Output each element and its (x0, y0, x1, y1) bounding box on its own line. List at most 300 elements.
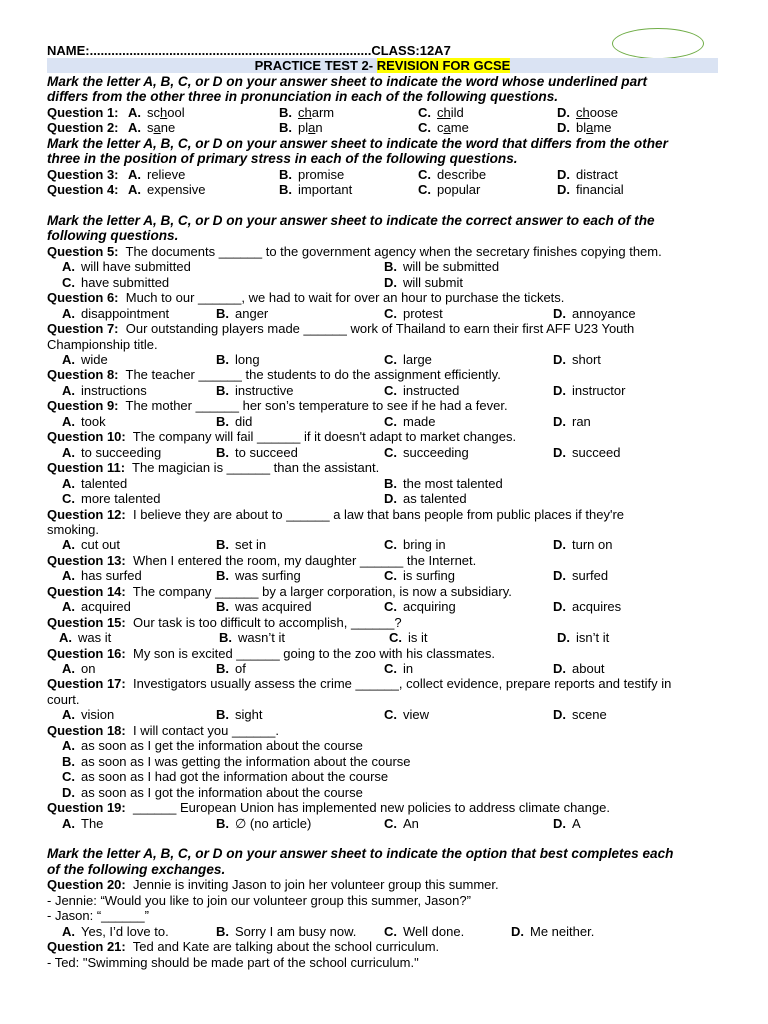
answer-option[interactable] (384, 383, 459, 398)
title-text: PRACTICE TEST 2- (254, 58, 377, 74)
answer-option[interactable] (216, 661, 246, 676)
answer-option[interactable] (216, 445, 298, 460)
option-letter: B. (279, 120, 292, 136)
question-stem (47, 615, 718, 630)
options-row (47, 182, 718, 197)
question-stem (47, 939, 718, 954)
question-text: The documents ______ to the government agency when the secretary finishes copying them. (125, 243, 662, 259)
answer-option[interactable] (62, 383, 147, 398)
option-letter: D. (62, 784, 75, 800)
option-text: succeeding (403, 444, 469, 460)
option-letter: A. (62, 259, 75, 275)
option-letter: D. (553, 707, 566, 723)
option-text: turn on (572, 537, 613, 553)
answer-option[interactable] (62, 445, 161, 460)
answer-option[interactable] (418, 167, 486, 182)
option-letter: D. (511, 923, 524, 939)
name-class-line (47, 43, 718, 58)
option-text: will have submitted (81, 259, 191, 275)
answer-option[interactable] (553, 414, 591, 429)
continuation-text: - Jason: “______” (47, 908, 149, 924)
option-letter: C. (62, 769, 75, 785)
option-letter: C. (384, 352, 397, 367)
option-letter: D. (553, 537, 566, 553)
options-row (47, 306, 718, 321)
options-row (47, 476, 718, 491)
answer-option[interactable] (62, 491, 161, 506)
text-line (47, 692, 718, 707)
options-row (47, 120, 718, 135)
answer-option[interactable] (216, 306, 268, 321)
answer-option[interactable] (128, 105, 185, 120)
question-text: When I entered the room, my daughter ______ the Internet. (132, 552, 477, 568)
option-text: important (298, 182, 353, 198)
answer-option[interactable] (553, 568, 608, 583)
option-letter: A. (62, 475, 75, 491)
continuation-text: court. (47, 691, 80, 707)
question-stem (47, 877, 718, 892)
question-label: Question 14: (47, 583, 126, 599)
option-text: instructions (81, 382, 147, 398)
answer-option[interactable] (62, 924, 169, 939)
question-text: My son is excited ______ going to the zoo with his classmates. (132, 645, 496, 661)
instruction-line (47, 862, 718, 877)
answer-option[interactable] (384, 352, 432, 367)
option-letter: B. (216, 444, 229, 460)
answer-option[interactable] (384, 707, 429, 722)
answer-option[interactable] (62, 414, 106, 429)
answer-option[interactable] (62, 568, 142, 583)
options-row (47, 105, 718, 120)
option-letter: A. (62, 661, 75, 676)
answer-option[interactable] (553, 816, 581, 831)
answer-option[interactable] (384, 491, 467, 506)
option-text: protest (403, 305, 443, 321)
question-label: Question 11: (47, 460, 126, 476)
option-underlined-part: a (308, 120, 316, 136)
option-text: popular (437, 182, 481, 198)
option-text: scene (572, 707, 607, 723)
option-text-rest: n (315, 120, 323, 136)
option-text: as soon as I got the information about the course (81, 784, 363, 800)
options-row (47, 167, 718, 182)
answer-option[interactable] (279, 120, 323, 135)
option-letter: B. (279, 104, 292, 120)
option-text: describe (437, 166, 487, 182)
instruction-text: of the following exchanges. (47, 861, 226, 877)
option-text: is surfing (403, 568, 456, 584)
option-underlined-part: ch (576, 104, 590, 120)
answer-option[interactable] (62, 816, 103, 831)
instruction-line (47, 846, 718, 861)
question-label: Question 6: (47, 290, 119, 306)
option-letter: B. (219, 630, 232, 646)
question-text: The teacher ______ the students to do the assignment efficiently. (125, 367, 501, 383)
question-text: Our outstanding players made ______ work of Thailand to earn their first AFF U23 Youth (125, 321, 635, 337)
option-text: as soon as I get the information about the course (81, 738, 363, 754)
answer-option[interactable] (384, 599, 456, 614)
answer-option[interactable] (553, 383, 625, 398)
option-letter: D. (384, 274, 397, 290)
answer-option[interactable] (418, 105, 464, 120)
option-letter: C. (384, 444, 397, 460)
question-stem (47, 321, 718, 336)
answer-option[interactable] (553, 352, 601, 367)
option-letter: A. (62, 382, 75, 398)
option-text-rest: ild (450, 104, 464, 120)
option-text: cut out (81, 537, 121, 553)
answer-option[interactable] (216, 599, 312, 614)
answer-option[interactable] (384, 568, 455, 583)
text-line (47, 198, 718, 213)
question-stem (47, 429, 718, 444)
question-label: Question 18: (47, 722, 126, 738)
answer-option[interactable] (62, 306, 169, 321)
options-row (47, 738, 718, 753)
option-text: set in (235, 537, 267, 553)
option-text: A (572, 815, 581, 831)
option-text: as soon as I had got the information about the course (81, 769, 389, 785)
instruction-text: Mark the letter A, B, C, or D on your answer sheet to indicate the correct answer to each of the (47, 212, 655, 228)
answer-option[interactable] (511, 924, 594, 939)
option-text: to succeeding (81, 444, 162, 460)
text-line (47, 337, 718, 352)
name-class-text: NAME:..............................................................................CLASS:12A7 (47, 43, 451, 58)
option-letter: A. (62, 352, 75, 367)
option-letter: C. (384, 537, 397, 553)
options-row (47, 352, 718, 367)
option-text: instructive (235, 382, 294, 398)
option-letter: B. (62, 753, 75, 769)
option-letter: B. (384, 259, 397, 275)
option-letter: B. (216, 661, 229, 676)
option-letter: D. (553, 568, 566, 584)
options-row (47, 630, 718, 645)
option-letter: C. (384, 707, 397, 723)
option-text-rest: ool (167, 104, 185, 120)
answer-option[interactable] (557, 105, 618, 120)
option-text: more talented (81, 491, 161, 507)
question-label: Question 19: (47, 800, 126, 816)
answer-option[interactable] (279, 105, 334, 120)
answer-option[interactable] (384, 661, 413, 676)
answer-option[interactable] (384, 414, 436, 429)
answer-option[interactable] (557, 630, 609, 645)
options-row (47, 924, 718, 939)
option-letter: C. (384, 568, 397, 584)
answer-option[interactable] (389, 630, 428, 645)
option-letter: A. (62, 815, 75, 831)
answer-option[interactable] (553, 445, 620, 460)
answer-option[interactable] (384, 816, 419, 831)
option-text: annoyance (572, 305, 636, 321)
answer-option[interactable] (553, 537, 612, 552)
option-letter: A. (62, 568, 75, 584)
option-text: made (403, 413, 436, 429)
answer-option[interactable] (62, 738, 363, 753)
question-label: Question 10: (47, 429, 126, 445)
answer-option[interactable] (62, 661, 95, 676)
option-letter: B. (216, 413, 229, 429)
answer-option[interactable] (216, 383, 294, 398)
answer-option[interactable] (128, 182, 206, 197)
answer-option[interactable] (62, 352, 108, 367)
instruction-text: Mark the letter A, B, C, or D on your answer sheet to indicate the word that differs from the other (47, 135, 668, 151)
option-text: s (147, 120, 154, 136)
test-title (47, 58, 718, 73)
instruction-line (47, 74, 718, 89)
answer-option[interactable] (62, 259, 191, 274)
option-text: acquiring (403, 599, 456, 615)
question-label: Question 4: (47, 182, 119, 198)
option-text: talented (81, 475, 128, 491)
option-text: in (403, 661, 414, 676)
option-letter: C. (384, 815, 397, 831)
question-text: ______ European Union has implemented new policies to address climate change. (132, 800, 610, 816)
answer-option[interactable] (62, 785, 363, 800)
option-text-rest: me (450, 120, 469, 136)
option-letter: D. (557, 104, 570, 120)
answer-option[interactable] (557, 182, 624, 197)
answer-option[interactable] (384, 476, 503, 491)
option-text: acquires (572, 599, 622, 615)
option-letter: D. (553, 352, 566, 367)
option-text: pl (298, 120, 309, 136)
question-label: Question 5: (47, 243, 119, 259)
options-row (47, 275, 718, 290)
option-letter: D. (384, 491, 397, 507)
answer-option[interactable] (384, 445, 469, 460)
option-letter: B. (216, 305, 229, 321)
options-row (47, 754, 718, 769)
question-label: Question 2: (47, 120, 119, 136)
question-stem (47, 553, 718, 568)
option-text: promise (298, 166, 345, 182)
option-text: Yes, I’d love to. (81, 923, 169, 939)
answer-option[interactable] (216, 924, 356, 939)
answer-option[interactable] (553, 599, 621, 614)
option-text: wide (81, 352, 108, 367)
instruction-text: differs from the other three in pronunciation in each of the following questions. (47, 89, 559, 105)
answer-option[interactable] (384, 306, 443, 321)
option-text: as soon as I was getting the information about the course (81, 753, 411, 769)
option-text: large (403, 352, 432, 367)
answer-option[interactable] (128, 120, 175, 135)
question-stem (47, 800, 718, 815)
option-text: as talented (403, 491, 467, 507)
answer-option[interactable] (384, 537, 446, 552)
instruction-line (47, 228, 718, 243)
answer-option[interactable] (384, 275, 463, 290)
option-text: succeed (572, 444, 621, 460)
option-text: have submitted (81, 274, 170, 290)
option-text-rest: ne (160, 120, 176, 136)
option-text: ran (572, 413, 591, 429)
option-text: vision (81, 707, 115, 723)
option-text: Sorry I am busy now. (235, 923, 357, 939)
question-text: Investigators usually assess the crime ______, collect evidence, prepare reports and testify in (132, 676, 672, 692)
options-row (47, 445, 718, 460)
option-letter: D. (557, 630, 570, 646)
question-stem (47, 398, 718, 413)
question-text: I will contact you ______. (132, 722, 279, 738)
option-text: Me neither. (530, 923, 595, 939)
text-line (47, 955, 718, 970)
question-stem (47, 244, 718, 259)
answer-option[interactable] (557, 120, 611, 135)
title-highlight: REVISION FOR GCSE (376, 58, 511, 74)
option-text: has surfed (81, 568, 142, 584)
option-letter: C. (418, 182, 431, 198)
answer-option[interactable] (128, 167, 185, 182)
option-text: was surfing (235, 568, 301, 584)
answer-option[interactable] (216, 568, 301, 583)
answer-option[interactable] (553, 661, 605, 676)
option-text: Well done. (403, 923, 465, 939)
option-letter: A. (128, 182, 141, 198)
question-text: Our task is too difficult to accomplish, ______? (132, 614, 402, 630)
option-letter: A. (128, 104, 141, 120)
instruction-line (47, 89, 718, 104)
answer-option[interactable] (62, 707, 114, 722)
option-text: distract (576, 166, 618, 182)
option-letter: D. (553, 444, 566, 460)
option-letter: D. (557, 120, 570, 136)
option-text-rest: oose (589, 104, 618, 120)
option-letter: C. (418, 104, 431, 120)
option-underlined-part: ch (298, 104, 312, 120)
answer-option[interactable] (418, 120, 469, 135)
option-underlined-part: a (443, 120, 451, 136)
question-text: Jennie is inviting Jason to join her volunteer group this summer. (132, 877, 499, 893)
options-row (47, 568, 718, 583)
option-letter: C. (418, 166, 431, 182)
answer-option[interactable] (557, 167, 618, 182)
answer-option[interactable] (62, 537, 120, 552)
option-letter: B. (216, 382, 229, 398)
answer-option[interactable] (553, 707, 607, 722)
option-letter: A. (62, 923, 75, 939)
question-label: Question 1: (47, 104, 119, 120)
question-label: Question 8: (47, 367, 119, 383)
option-letter: B. (216, 923, 229, 939)
answer-option[interactable] (216, 816, 311, 831)
option-letter: B. (216, 568, 229, 584)
question-label: Question 3: (47, 166, 119, 182)
option-letter: C. (384, 599, 397, 615)
question-label: Question 21: (47, 939, 126, 955)
option-text: view (403, 707, 430, 723)
option-text: of (235, 661, 246, 676)
option-text: expensive (147, 182, 206, 198)
answer-option[interactable] (59, 630, 111, 645)
option-text: is it (408, 630, 428, 646)
text-line (47, 831, 718, 846)
answer-option[interactable] (216, 707, 262, 722)
option-letter: D. (553, 599, 566, 615)
answer-option[interactable] (62, 599, 131, 614)
question-text: Much to our ______, we had to wait for over an hour to purchase the tickets. (125, 290, 565, 306)
options-row (47, 707, 718, 722)
answer-option[interactable] (216, 537, 266, 552)
option-underlined-part: a (153, 120, 161, 136)
options-row (47, 537, 718, 552)
instruction-text: Mark the letter A, B, C, or D on your answer sheet to indicate the word whose underlined part (47, 73, 647, 89)
option-text: An (403, 815, 419, 831)
question-label: Question 16: (47, 645, 126, 661)
option-letter: B. (216, 815, 229, 831)
option-underlined-part: ch (437, 104, 451, 120)
option-letter: B. (279, 166, 292, 182)
options-row (47, 599, 718, 614)
option-letter: A. (62, 413, 75, 429)
options-row (47, 785, 718, 800)
option-letter: B. (216, 599, 229, 615)
option-letter: A. (62, 305, 75, 321)
question-stem (47, 584, 718, 599)
question-label: Question 9: (47, 398, 119, 414)
text-line (47, 908, 718, 923)
answer-option[interactable] (62, 754, 411, 769)
option-letter: A. (62, 444, 75, 460)
option-text: acquired (81, 599, 131, 615)
answer-option[interactable] (384, 924, 464, 939)
answer-option[interactable] (279, 182, 352, 197)
answer-option[interactable] (216, 352, 260, 367)
option-text: ∅ (no article) (235, 815, 312, 831)
answer-option[interactable] (279, 167, 344, 182)
option-letter: D. (557, 182, 570, 198)
answer-option[interactable] (553, 306, 636, 321)
option-text-rest: me (593, 120, 612, 136)
question-text: I believe they are about to ______ a law that bans people from public places if they're (132, 506, 625, 522)
option-text: was acquired (235, 599, 312, 615)
question-label: Question 20: (47, 877, 126, 893)
question-label: Question 7: (47, 321, 119, 337)
option-letter: D. (553, 815, 566, 831)
option-letter: C. (384, 661, 397, 676)
option-text: long (235, 352, 260, 367)
option-letter: C. (418, 120, 431, 136)
question-stem (47, 723, 718, 738)
options-row (47, 769, 718, 784)
option-letter: A. (62, 738, 75, 754)
option-letter: B. (216, 537, 229, 553)
answer-option[interactable] (62, 275, 169, 290)
option-text: anger (235, 305, 269, 321)
answer-option[interactable] (62, 769, 388, 784)
option-letter: B. (216, 352, 229, 367)
question-stem (47, 676, 718, 691)
question-label: Question 17: (47, 676, 126, 692)
option-letter: A. (128, 166, 141, 182)
option-letter: A. (128, 120, 141, 136)
text-line (47, 893, 718, 908)
options-row (47, 816, 718, 831)
answer-option[interactable] (62, 476, 127, 491)
option-text: to succeed (235, 444, 298, 460)
option-text: the most talented (403, 475, 503, 491)
answer-option[interactable] (418, 182, 480, 197)
answer-option[interactable] (384, 259, 499, 274)
answer-option[interactable] (216, 414, 252, 429)
option-letter: B. (384, 475, 397, 491)
answer-option[interactable] (219, 630, 285, 645)
option-letter: B. (279, 182, 292, 198)
question-stem (47, 460, 718, 475)
question-text: The mother ______ her son’s temperature to see if he had a fever. (125, 398, 508, 414)
option-text: c (437, 120, 444, 136)
